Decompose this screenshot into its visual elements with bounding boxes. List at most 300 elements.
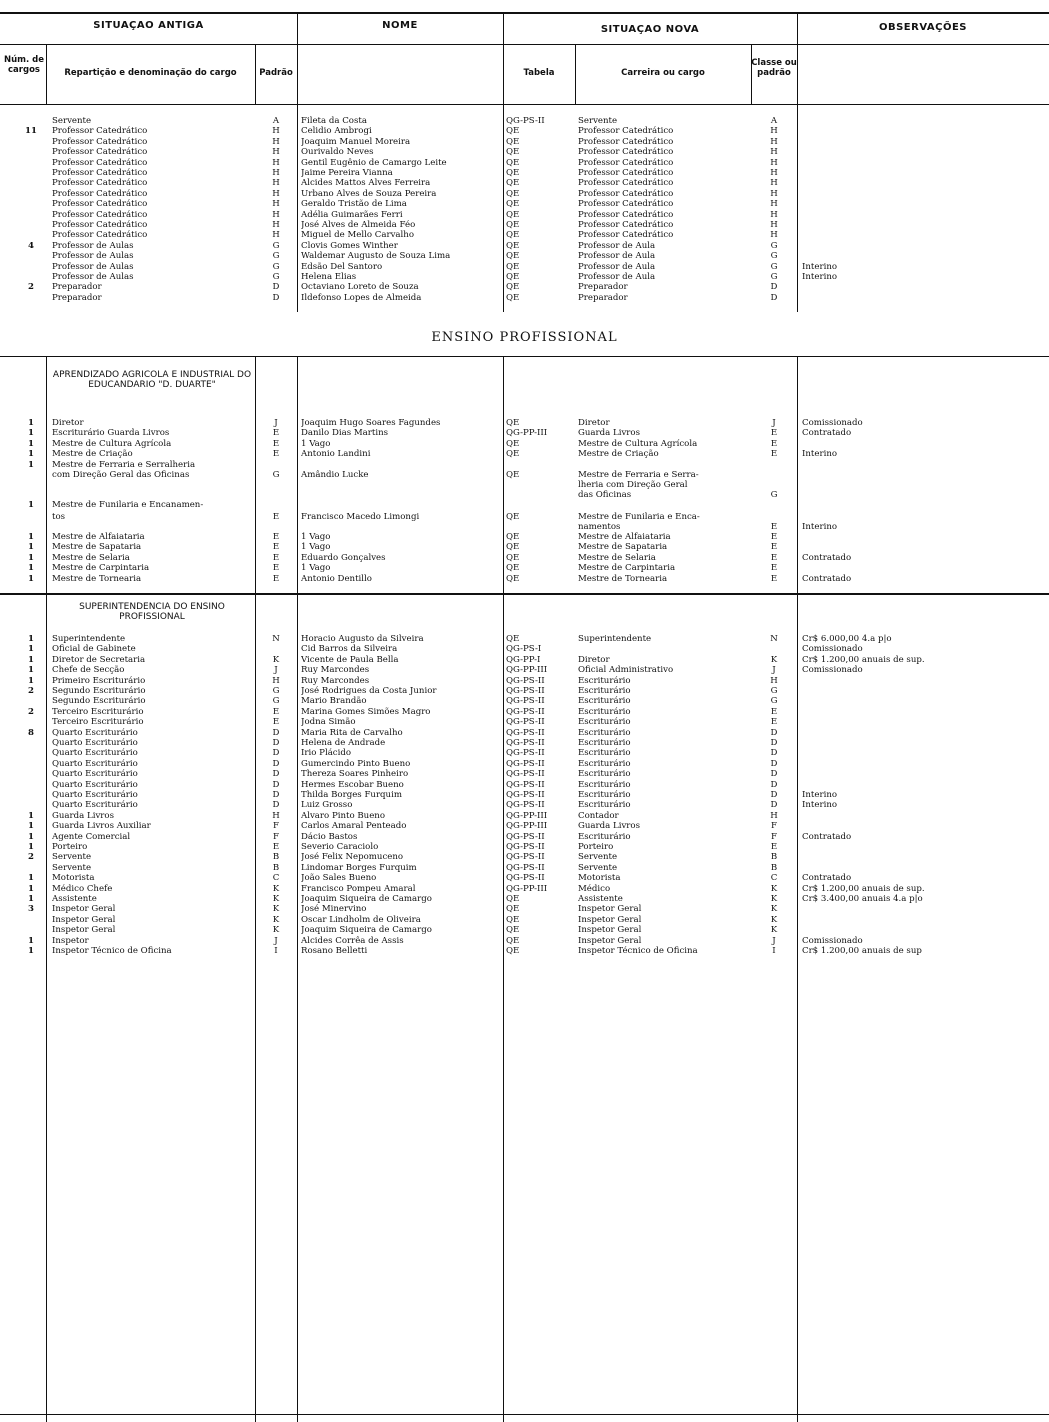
cell-carreira: namentos [578, 522, 621, 532]
cell-padrao: E [272, 428, 280, 439]
table-row [0, 665, 1049, 675]
cell-tabela: QE [506, 894, 520, 904]
cell-classe: K [770, 914, 778, 925]
cell-tabela: QG-PS-I [506, 644, 542, 655]
cell-nome: Geraldo Tristão de Lima [301, 199, 407, 210]
table-row [0, 126, 1049, 136]
table-row [0, 811, 1049, 821]
cell-classe: E [770, 532, 778, 542]
cell-tabela: QG-PS-II [506, 675, 545, 686]
cell-carreira: Preparador [578, 282, 628, 293]
header-num-cargos: Núm. de cargos [3, 55, 45, 75]
cell-tabela: QE [506, 634, 520, 644]
cell-padrao: K [272, 654, 280, 665]
cell-classe: E [770, 706, 778, 717]
cell-tabela: QG-PS-II [506, 116, 545, 126]
cell-classe: H [770, 157, 778, 168]
cell-carreira: Mestre de Funilaria e Enca- [578, 512, 700, 522]
cell-nome: Carlos Amaral Penteado [301, 821, 407, 832]
cell-classe: D [770, 282, 778, 293]
cell-tabela: QG-PP-III [506, 883, 548, 894]
header-nome: NOME [382, 20, 418, 31]
cell-padrao: E [272, 532, 280, 542]
cell-padrao: H [272, 178, 280, 189]
cell-nome: Severio Caraciolo [301, 842, 379, 852]
table-row [0, 490, 1049, 500]
cell-carreira: Escriturário [578, 748, 631, 759]
cell-cargo: Quarto Escriturário [52, 779, 138, 790]
cell-observacao: Cr$ 1.200,00 anuais de sup [802, 946, 922, 956]
cell-cargo: Segundo Escriturário [52, 696, 146, 707]
cell-nome: Eduardo Gonçalves [301, 552, 386, 563]
cell-padrao: G [272, 272, 280, 282]
cell-num: 1 [28, 946, 34, 956]
cell-tabela: QG-PS-II [506, 862, 545, 873]
cell-cargo: Quarto Escriturário [52, 800, 138, 811]
cell-classe: H [770, 209, 778, 220]
cell-cargo: Quarto Escriturário [52, 727, 138, 738]
cell-tabela: QE [506, 126, 520, 137]
cell-carreira: Professor de Aula [578, 272, 656, 282]
cell-padrao: H [272, 199, 280, 210]
cell-cargo: Primeiro Escriturário [52, 675, 146, 686]
cell-padrao: E [272, 542, 280, 553]
table-row [0, 251, 1049, 261]
cell-padrao: E [272, 717, 280, 728]
cell-cargo: Preparador [52, 282, 102, 293]
cell-tabela: QG-PS-II [506, 769, 545, 780]
cell-tabela: QG-PS-II [506, 727, 545, 738]
cell-cargo: Professor de Aulas [52, 272, 134, 282]
header-situacao-antiga: SITUAÇAO ANTIGA [93, 20, 204, 31]
table-row [0, 676, 1049, 686]
table-row [0, 553, 1049, 563]
cell-carreira: Preparador [578, 292, 628, 303]
cell-nome: João Sales Bueno [301, 873, 377, 884]
table-row [0, 137, 1049, 147]
cell-classe: G [770, 240, 778, 251]
cell-carreira: Escriturário [578, 758, 631, 769]
cell-padrao: E [272, 438, 280, 449]
table-row [0, 512, 1049, 522]
cell-observacao: Contratado [802, 552, 852, 563]
cell-observacao: Interino [802, 522, 838, 532]
cell-tabela: QE [506, 470, 520, 480]
block2-heading: APRENDIZADO AGRICOLA E INDUSTRIAL DO EDUCANDARIO "D. DUARTE" [52, 370, 252, 390]
cell-tabela: QG-PS-II [506, 738, 545, 748]
cell-num: 1 [28, 894, 34, 904]
cell-classe: D [770, 738, 778, 748]
cell-cargo: Inspetor [52, 935, 89, 946]
header-classe: Classe ou padrão [751, 58, 797, 78]
cell-classe: D [770, 790, 778, 800]
cell-tabela: QE [506, 573, 520, 584]
cell-observacao: Contratado [802, 573, 852, 584]
cell-cargo: Mestre de Carpintaria [52, 563, 150, 574]
table-row [0, 470, 1049, 490]
cell-tabela: QE [506, 157, 520, 168]
cell-num: 1 [28, 831, 34, 842]
cell-cargo: Professor Catedrático [52, 209, 148, 220]
cell-num: 1 [28, 460, 34, 470]
table-row [0, 293, 1049, 303]
cell-carreira: Mestre de Criação [578, 449, 659, 460]
cell-carreira: Escriturário [578, 696, 631, 707]
table-row [0, 199, 1049, 209]
cell-carreira: Motorista [578, 873, 621, 884]
cell-padrao: H [272, 675, 280, 686]
table-row [0, 210, 1049, 220]
cell-nome: Fileta da Costa [301, 116, 367, 126]
cell-classe: H [770, 675, 778, 686]
cell-nome: Alcides Corrêa de Assis [301, 935, 404, 946]
cell-classe: I [772, 946, 776, 956]
cell-padrao: E [272, 706, 280, 717]
table-row [0, 915, 1049, 925]
cell-carreira: Professor de Aula [578, 261, 656, 272]
cell-carreira: Professor Catedrático [578, 136, 674, 147]
cell-padrao: H [272, 147, 280, 158]
cell-cargo: Mestre de Alfaiataria [52, 532, 145, 542]
cell-tabela: QE [506, 542, 520, 553]
cell-padrao: D [272, 738, 280, 748]
table-row [0, 116, 1049, 126]
cell-classe: H [770, 188, 778, 199]
cell-tabela: QE [506, 552, 520, 563]
cell-num: 1 [28, 873, 34, 884]
cell-nome: Irio Plácido [301, 748, 352, 759]
cell-carreira: Professor Catedrático [578, 220, 674, 230]
cell-carreira: Porteiro [578, 842, 614, 852]
table-row [0, 230, 1049, 240]
cell-tabela: QE [506, 292, 520, 303]
header-rule [0, 44, 1049, 45]
cell-nome: Horacio Augusto da Silveira [301, 634, 424, 644]
cell-nome: Joaquim Siqueira de Camargo [301, 894, 432, 904]
table-row [0, 418, 1049, 428]
cell-observacao: Contratado [802, 428, 852, 439]
cell-classe: B [770, 862, 778, 873]
cell-cargo: Mestre de Ferraria e Serralheria [52, 460, 196, 470]
cell-cargo: Professor Catedrático [52, 147, 148, 158]
table-row [0, 532, 1049, 542]
cell-classe: H [770, 230, 778, 241]
block3-heading: SUPERINTENDENCIA DO ENSINO PROFISSIONAL [79, 602, 225, 622]
cell-cargo: Diretor [52, 418, 84, 428]
cell-padrao: H [272, 810, 280, 821]
cell-nome: Francisco Pompeu Amaral [301, 883, 416, 894]
cell-padrao: D [272, 282, 280, 293]
cell-padrao: E [272, 552, 280, 563]
cell-classe: E [770, 552, 778, 563]
cell-carreira: Oficial Administrativo [578, 665, 674, 676]
cell-padrao: E [272, 512, 280, 522]
cell-cargo: Professor Catedrático [52, 157, 148, 168]
table-row [0, 821, 1049, 831]
cell-cargo: Mestre de Cultura Agrícola [52, 438, 172, 449]
cell-carreira: Mestre de Alfaiataria [578, 532, 671, 542]
table-row [0, 852, 1049, 862]
cell-num: 8 [28, 727, 34, 738]
cell-carreira: Inspetor Geral [578, 935, 642, 946]
table-row [0, 863, 1049, 873]
cell-nome: Waldemar Augusto de Souza Lima [301, 251, 451, 262]
cell-cargo: Professor Catedrático [52, 230, 148, 241]
cell-cargo: Mestre de Selaria [52, 552, 130, 563]
cell-tabela: QG-PP-III [506, 665, 548, 676]
cell-observacao: Cr$ 6.000,00 4.a p|o [802, 634, 892, 644]
cell-carreira: Professor Catedrático [578, 188, 674, 199]
cell-cargo: Guarda Livros [52, 810, 114, 821]
cell-padrao: E [272, 842, 280, 852]
cell-cargo: Preparador [52, 292, 102, 303]
cell-carreira: Escriturário [578, 686, 631, 696]
cell-tabela: QE [506, 261, 520, 272]
table-row [0, 428, 1049, 438]
table-row [0, 707, 1049, 717]
cell-padrao: D [272, 779, 280, 790]
cell-tabela: QE [506, 178, 520, 189]
cell-carreira: Inspetor Geral [578, 904, 642, 915]
cell-padrao: H [272, 136, 280, 147]
cell-cargo: Superintendente [52, 634, 126, 644]
cell-classe: D [770, 779, 778, 790]
header-tabela: Tabela [523, 68, 555, 78]
cell-tabela: QE [506, 449, 520, 460]
cell-classe: E [770, 438, 778, 449]
cell-carreira: Servente [578, 116, 618, 126]
table-row [0, 800, 1049, 810]
cell-classe: E [770, 542, 778, 553]
cell-carreira: Guarda Livros [578, 428, 640, 439]
cell-num: 2 [28, 852, 34, 863]
cell-classe: D [770, 727, 778, 738]
cell-num: 1 [28, 418, 34, 428]
cell-cargo: Terceiro Escriturário [52, 706, 144, 717]
cell-num: 1 [28, 438, 34, 449]
cell-carreira: Mestre de Sapataria [578, 542, 668, 553]
cell-classe: D [770, 748, 778, 759]
cell-classe: D [770, 800, 778, 811]
cell-padrao: D [272, 292, 280, 303]
cell-tabela: QE [506, 904, 520, 915]
cell-carreira: Escriturário [578, 675, 631, 686]
cell-num: 1 [28, 842, 34, 852]
cell-cargo: Oficial de Gabinete [52, 644, 136, 655]
table-row [0, 873, 1049, 883]
cell-classe: E [770, 563, 778, 574]
cell-num: 3 [28, 904, 34, 915]
cell-num: 1 [28, 644, 34, 655]
cell-carreira: Professor Catedrático [578, 178, 674, 189]
cell-nome: Joaquim Manuel Moreira [301, 136, 411, 147]
table-row [0, 158, 1049, 168]
cell-classe: H [770, 136, 778, 147]
cell-carreira: Professor Catedrático [578, 157, 674, 168]
cell-carreira: Assistente [578, 894, 623, 904]
cell-padrao: H [272, 157, 280, 168]
cell-num: 1 [28, 821, 34, 832]
cell-observacao: Comissionado [802, 665, 863, 676]
table-row [0, 262, 1049, 272]
cell-padrao: G [272, 686, 280, 696]
cell-padrao: H [272, 168, 280, 178]
cell-nome: Jodna Simão [301, 717, 356, 728]
cell-classe: K [770, 654, 778, 665]
table-row [0, 842, 1049, 852]
cell-nome: Helena Elias [301, 272, 357, 282]
cell-tabela: QG-PP-III [506, 428, 548, 439]
cell-carreira: Escriturário [578, 831, 631, 842]
cell-padrao: H [272, 220, 280, 230]
cell-cargo: Chefe de Secção [52, 665, 125, 676]
cell-tabela: QG-PS-II [506, 842, 545, 852]
cell-tabela: QG-PP-III [506, 810, 548, 821]
cell-padrao: B [272, 862, 280, 873]
cell-observacao: Interino [802, 449, 838, 460]
cell-cargo: Mestre de Criação [52, 449, 133, 460]
cell-cargo: Porteiro [52, 842, 88, 852]
cell-tabela: QG-PS-II [506, 779, 545, 790]
cell-nome: Maria Rita de Carvalho [301, 727, 403, 738]
cell-padrao: G [272, 240, 280, 251]
cell-classe: G [770, 272, 778, 282]
cell-cargo: Inspetor Geral [52, 914, 116, 925]
cell-tabela: QE [506, 935, 520, 946]
cell-cargo: Assistente [52, 894, 97, 904]
cell-carreira: Guarda Livros [578, 821, 640, 832]
block2-rule [0, 356, 1049, 357]
cell-num: 4 [28, 240, 34, 251]
cell-observacao: Interino [802, 790, 838, 800]
cell-tabela: QG-PS-II [506, 696, 545, 707]
cell-observacao: Interino [802, 272, 838, 282]
cell-tabela: QE [506, 914, 520, 925]
cell-carreira: Professor Catedrático [578, 230, 674, 241]
cell-classe: E [770, 573, 778, 584]
cell-nome: José Rodrigues da Costa Junior [301, 686, 437, 696]
cell-classe: D [770, 769, 778, 780]
cell-nome: Ruy Marcondes [301, 675, 370, 686]
table-row [0, 936, 1049, 946]
cell-padrao: J [274, 418, 278, 428]
cell-carreira: Contador [578, 810, 619, 821]
cell-observacao: Comissionado [802, 418, 863, 428]
cell-padrao: C [272, 873, 280, 884]
table-row [0, 946, 1049, 956]
cell-cargo: Professor Catedrático [52, 188, 148, 199]
cell-cargo: Professor Catedrático [52, 136, 148, 147]
cell-tabela: QE [506, 240, 520, 251]
cell-tabela: QG-PS-II [506, 686, 545, 696]
cell-padrao: E [272, 449, 280, 460]
cell-tabela: QE [506, 220, 520, 230]
cell-padrao: H [272, 209, 280, 220]
cell-cargo: Servente [52, 852, 92, 863]
table-row [0, 655, 1049, 665]
cell-cargo: Inspetor Geral [52, 904, 116, 915]
cell-nome: Mario Brandão [301, 696, 367, 707]
cell-cargo: Escriturário Guarda Livros [52, 428, 170, 439]
header-bottom-rule [0, 104, 1049, 105]
table-row [0, 542, 1049, 552]
cell-cargo: Quarto Escriturário [52, 748, 138, 759]
cell-carreira: lheria com Direção Geral [578, 480, 688, 490]
cell-padrao: J [274, 935, 278, 946]
cell-cargo: Diretor de Secretaria [52, 654, 146, 665]
header-situacao-nova: SITUAÇAO NOVA [600, 24, 700, 35]
table-row [0, 790, 1049, 800]
cell-tabela: QE [506, 946, 520, 956]
cell-num: 1 [28, 935, 34, 946]
cell-nome: José Alves de Almeida Féo [301, 220, 416, 230]
header-observacoes: OBSERVAÇÕES [878, 22, 968, 33]
cell-padrao: D [272, 748, 280, 759]
cell-num: 1 [28, 449, 34, 460]
cell-observacao: Contratado [802, 873, 852, 884]
cell-carreira: Escriturário [578, 727, 631, 738]
cell-padrao: E [272, 573, 280, 584]
table-row [0, 449, 1049, 459]
cell-padrao: D [272, 800, 280, 811]
cell-carreira: Escriturário [578, 769, 631, 780]
cell-observacao: Cr$ 3.400,00 anuais 4.a p|o [802, 894, 923, 904]
cell-padrao: H [272, 230, 280, 241]
cell-padrao: G [272, 696, 280, 707]
cell-padrao: G [272, 261, 280, 272]
cell-num: 1 [28, 665, 34, 676]
cell-cargo: Mestre de Funilaria e Encanamen- [52, 500, 204, 510]
cell-tabela: QE [506, 168, 520, 178]
table-row [0, 769, 1049, 779]
cell-tabela: QG-PP-III [506, 821, 548, 832]
top-rule [0, 12, 1049, 14]
cell-classe: H [770, 199, 778, 210]
cell-padrao: K [272, 883, 280, 894]
cell-nome: Jaime Pereira Vianna [301, 168, 393, 178]
cell-carreira: Professor Catedrático [578, 147, 674, 158]
cell-cargo: Servente [52, 862, 92, 873]
cell-num: 1 [28, 675, 34, 686]
cell-carreira: Inspetor Técnico de Oficina [578, 946, 698, 956]
cell-classe: E [770, 842, 778, 852]
cell-num: 1 [28, 883, 34, 894]
cell-padrao: D [272, 790, 280, 800]
table-row [0, 282, 1049, 292]
cell-tabela: QE [506, 209, 520, 220]
cell-classe: E [770, 522, 778, 532]
table-row [0, 884, 1049, 894]
cell-cargo: Quarto Escriturário [52, 738, 138, 748]
cell-classe: E [770, 449, 778, 460]
cell-padrao: F [273, 821, 279, 832]
cell-classe: J [772, 418, 776, 428]
cell-classe: H [770, 220, 778, 230]
cell-carreira: Escriturário [578, 779, 631, 790]
cell-cargo: Professor de Aulas [52, 261, 134, 272]
cell-classe: D [770, 758, 778, 769]
cell-cargo: tos [52, 512, 66, 522]
cell-tabela: QE [506, 438, 520, 449]
cell-carreira: Diretor [578, 418, 610, 428]
cell-classe: G [770, 251, 778, 262]
table-row [0, 832, 1049, 842]
cell-cargo: Mestre de Sapataria [52, 542, 142, 553]
cell-cargo: Inspetor Geral [52, 925, 116, 936]
cell-tabela: QE [506, 147, 520, 158]
cell-nome: Dácio Bastos [301, 831, 358, 842]
cell-tabela: QE [506, 199, 520, 210]
